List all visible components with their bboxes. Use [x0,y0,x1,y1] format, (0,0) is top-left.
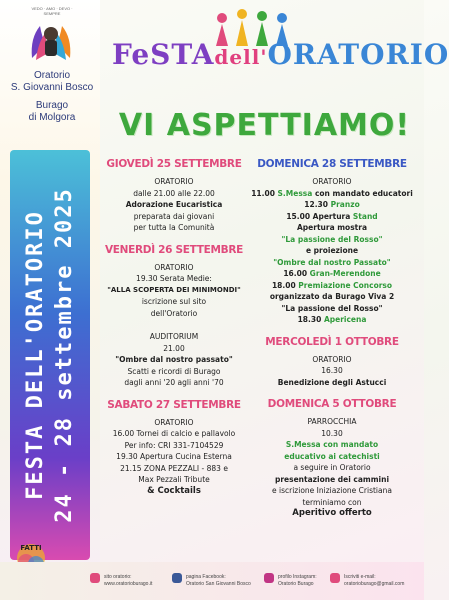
event-line: "Ombre dal nostro passato" [115,355,233,364]
event-line: 16.00 Gran-Merendone [283,269,381,278]
vertical-banner-text [23,187,77,522]
event-line: 18.00 Premiazione Concorso [271,280,393,290]
logo-caption: VEDO · AMO · DEVO · SEMPRE [31,6,73,16]
event-line: Scatti e ricordi di Burago [127,366,221,376]
event-line: Per info: CRI 331-7104529 [124,440,224,450]
event-line: 19.30 Apertura Cucina Esterna [116,452,232,461]
globe-icon [90,573,100,583]
footer-email[interactable] [344,574,404,587]
event-line: 18.30 Apericena [297,315,367,324]
org-name-line2: S. Giovanni Bosco [10,82,94,93]
vertical-banner-dates: 24 - 28 settembre 2025 [52,187,77,523]
event-line: educativo ai catechisti [284,451,380,461]
event-line: Adorazione Eucaristica [125,200,223,209]
event-line: 21.00 [163,343,185,353]
event-line: "ALLA SCOPERTA DEI MINIMONDI" [107,285,241,294]
email-icon [330,573,340,583]
left-schedule-column [104,158,244,497]
event-line: preparata dai giovani [133,211,215,221]
day-title-sunday-28: DOMENICA 28 SETTEMBRE [257,158,407,170]
instagram-icon [264,573,274,583]
event-line: 11.00 S.Messa con mandato educatori [251,188,413,198]
location: ORATORIO [312,177,352,186]
event-line: terminiamo con [302,497,362,507]
location: ORATORIO [312,354,352,364]
day-title-friday: VENERDÌ 26 SETTEMBRE [104,243,244,256]
event-line: Max Pezzali Tribute [138,475,210,484]
footer-mail-label: Iscriviti e-mail: [344,574,376,580]
location: PARROCCHIA [307,417,357,426]
town-line2: di Molgora [28,112,76,123]
town-line1: Burago [35,100,69,111]
event-line: 15.00 Apertura Stand [286,211,378,221]
brand-part-dell: dell' [214,45,268,69]
right-schedule-column [244,158,420,520]
location: ORATORIO [154,417,194,427]
event-line: 16.00 Tornei di calcio e pallavolo [112,429,236,438]
org-name-line1: Oratorio [33,70,71,81]
footer-site-value: www.oratorioburago.it [104,580,153,587]
location: AUDITORIUM [149,332,199,341]
event-line: Apertura mostra [296,223,368,232]
day-title-thursday: GIOVEDÌ 25 SETTEMBRE [106,158,242,170]
event-line: 16.30 [321,366,343,375]
event-line: 21.15 ZONA PEZZALI - 883 e [120,463,228,473]
event-line: per tutta la Comunità [133,223,215,232]
day-title-sunday-5: DOMENICA 5 OTTOBRE [267,398,397,410]
event-line: iscrizione sul sito [141,297,207,306]
footer [0,562,424,600]
oratorio-logo-icon [28,18,74,62]
location: ORATORIO [154,262,194,272]
event-line: & Cocktails [147,485,201,496]
footer-fb-value: Oratorio San Giovanni Bosco [186,580,251,587]
footer-fb-label: pagina Facebook: [186,574,226,580]
footer-ig-value: Oratorio Burago [278,580,314,587]
event-line: "La passione del Rosso" [281,234,383,244]
event-line: S.Messa con mandato [285,440,379,449]
event-line: Aperitivo offerto [292,508,372,518]
event-line: presentazione dei cammini [274,474,390,484]
footer-instagram[interactable] [278,574,317,587]
headline: VI ASPETTIAMO! [118,108,411,143]
event-line: a seguire in Oratorio [293,463,371,472]
event-line: dell'Oratorio [150,308,198,318]
footer-facebook[interactable] [186,574,251,587]
event-line: Benedizione degli Astucci [277,377,387,387]
event-line: 12.30 Pranzo [304,200,360,209]
event-line: e proiezione [305,246,359,255]
event-line: "Ombre dal nostro Passato" [273,257,391,267]
footer-mail-value: oratorioburago@gmail.com [344,580,405,587]
event-line: organizzato da Burago Viva 2 [269,292,395,301]
event-brand-title [112,38,449,71]
vertical-banner-title: FESTA DELL'ORATORIO [23,210,48,500]
event-line: 19.30 Serata Medie: [136,274,212,283]
footer-ig-label: profilo Instagram: [278,574,317,580]
brand-part-oratorio: ORATORIO [267,38,449,71]
event-line: dalle 21.00 alle 22.00 [133,188,215,198]
fatti-logo-text: FATTI [20,544,42,552]
day-title-wednesday: MERCOLEDÌ 1 OTTOBRE [265,335,399,348]
location: ORATORIO [154,177,194,186]
event-line: e iscrizione Iniziazione Cristiana [272,486,392,495]
brand-part-festa: FeSTA [112,38,215,71]
day-title-saturday: SABATO 27 SETTEMBRE [107,398,241,411]
event-line: "La passione del Rosso" [281,303,383,313]
footer-site-label: sito oratorio: [104,574,132,580]
footer-site[interactable] [104,574,152,587]
event-line: dagli anni '20 agli anni '70 [124,378,224,387]
facebook-icon [172,573,182,583]
event-line: 10.30 [321,428,343,438]
